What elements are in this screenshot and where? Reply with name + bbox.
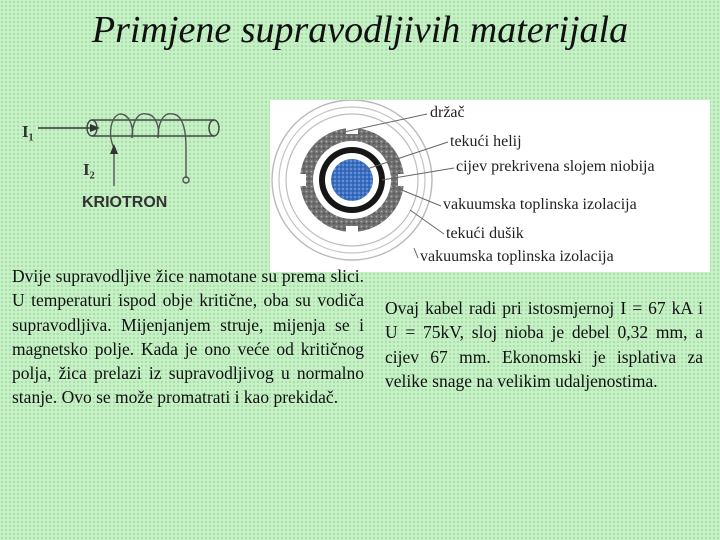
label-i1: I₁ xyxy=(22,122,34,141)
cable-label-vacuum-insulation-inner: vakuumska toplinska izolacija xyxy=(443,196,637,213)
cable-label-vacuum-insulation-outer: vakuumska toplinska izolacija xyxy=(420,248,614,265)
slide-title: Primjene supravodljivih materijala xyxy=(91,9,629,51)
kriotron-caption: KRIOTRON xyxy=(82,194,168,211)
cable-cross-section xyxy=(270,100,710,272)
cable-description: Ovaj kabel radi pri istosmjernoj I = 67 kA i U = 75kV, sloj nioba je debel 0,32 mm, a cijev 67 mm. Ekonomski je isplativa za velike snage na velikim udaljenostima. xyxy=(385,298,703,391)
kriotron-description: Dvije supravodljive žice namotane su prema slici. U temperaturi ispod obje kritične, oba su vodiča supravodljiva. Mijenjanjem struje, mijenja se i magnetsko polje. Kada je ono veće od kritičnog polja, žica prelazi iz supravodljivog u normalno stanje. Ovo se može promatrati i kao prekidač. xyxy=(12,266,364,408)
cable-label-niobium-tube: cijev prekrivena slojem niobija xyxy=(456,158,655,175)
cable-label-holder: držač xyxy=(430,104,465,121)
cable-label-helium: tekući helij xyxy=(450,133,522,150)
cable-label-nitrogen: tekući dušik xyxy=(446,225,524,242)
kriotron-diagram xyxy=(10,108,250,228)
label-i2: I₂ xyxy=(83,160,95,179)
cable-diagram xyxy=(270,100,710,272)
